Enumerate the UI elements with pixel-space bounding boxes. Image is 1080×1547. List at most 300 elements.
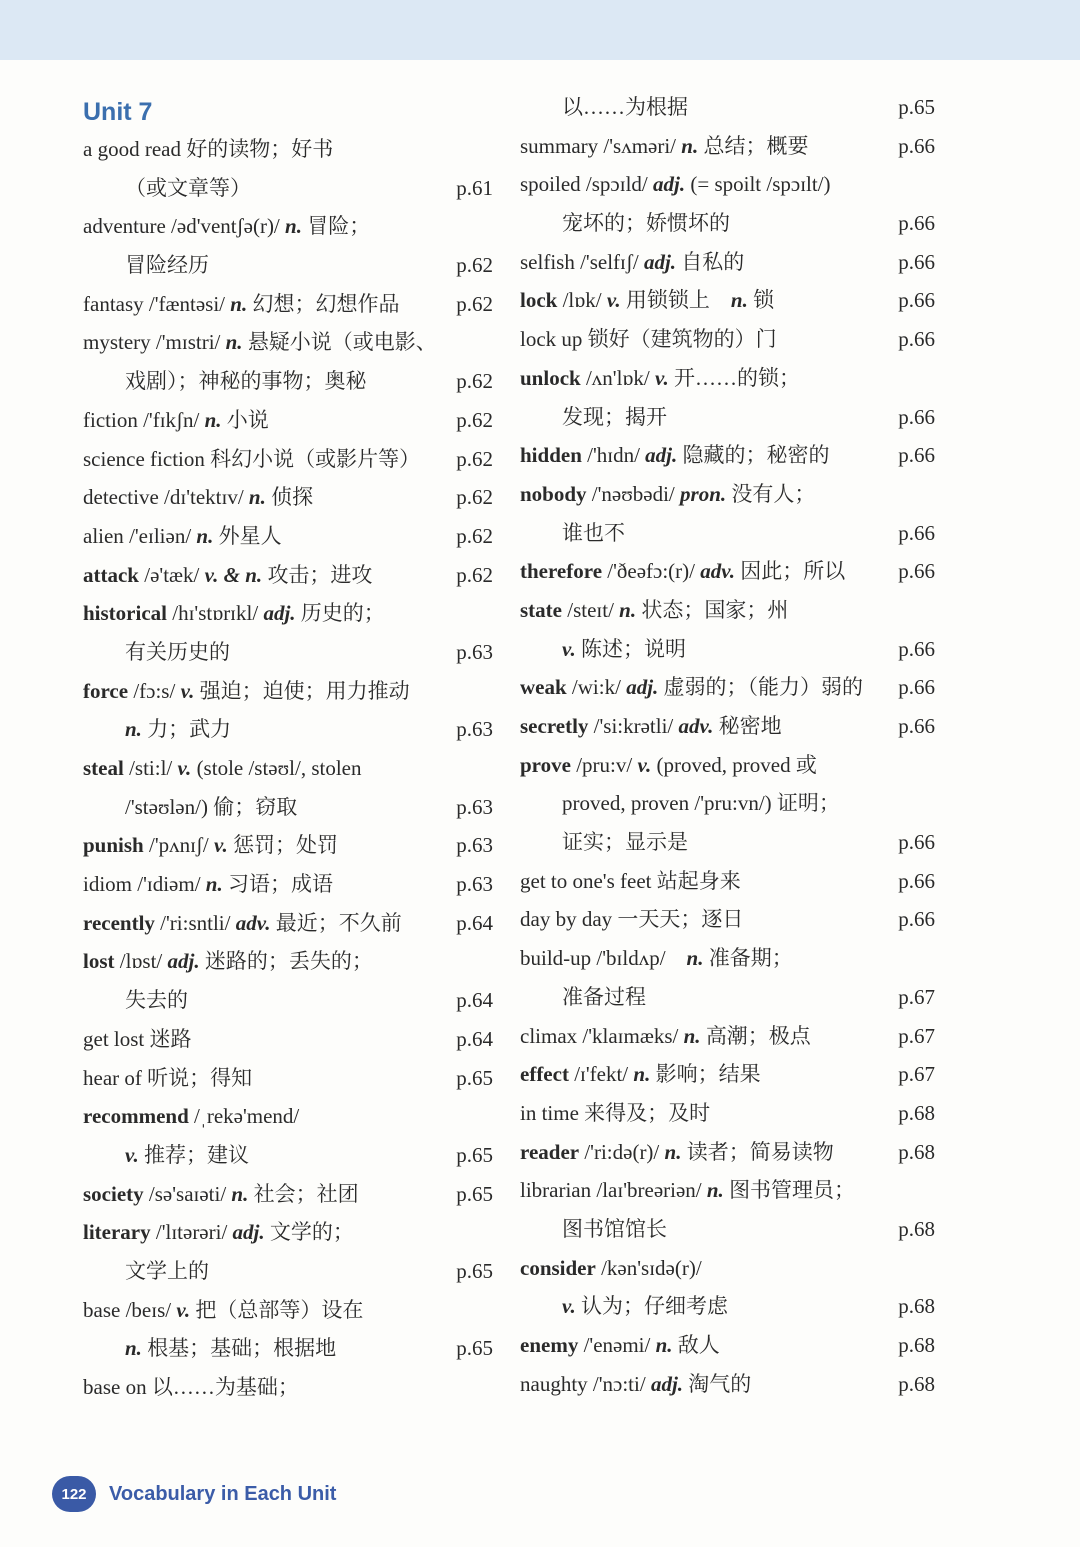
headword: fiction bbox=[83, 407, 138, 432]
vocab-entry-line bbox=[520, 630, 935, 669]
page-reference: p.62 bbox=[456, 446, 493, 471]
page-reference: p.68 bbox=[898, 1216, 935, 1241]
entry-text: 图书馆馆长 bbox=[562, 1216, 667, 1241]
entry-text: /'klaɪmæks/ bbox=[577, 1023, 684, 1048]
vocab-entry-line bbox=[83, 1059, 493, 1098]
vocab-entry-line bbox=[83, 1291, 493, 1330]
entry-text: /'hɪdn/ bbox=[581, 443, 646, 468]
headword: enemy bbox=[520, 1333, 579, 1357]
entry-text: 来得及；及时 bbox=[578, 1100, 711, 1125]
entry-text: 谁也不 bbox=[562, 520, 625, 545]
part-of-speech: adj. bbox=[643, 249, 677, 274]
entry-text: (stole /stəʊl/, stolen bbox=[191, 756, 362, 780]
headword: lost bbox=[83, 949, 115, 974]
page-reference: p.65 bbox=[456, 1065, 493, 1090]
part-of-speech: n. bbox=[683, 1023, 701, 1048]
vocab-entry-line bbox=[520, 204, 935, 243]
part-of-speech: v. bbox=[177, 756, 192, 780]
entry-text: 高潮；极点 bbox=[700, 1023, 811, 1048]
page-reference: p.68 bbox=[898, 1294, 935, 1319]
entry-text: /'selfɪʃ/ bbox=[574, 249, 644, 274]
part-of-speech: adj. bbox=[232, 1220, 265, 1245]
entry-text: 以……为根据 bbox=[562, 95, 688, 119]
page-reference: p.64 bbox=[456, 910, 493, 935]
vocab-entry-line bbox=[520, 1094, 935, 1133]
vocab-entry-line bbox=[520, 1326, 935, 1365]
entry-text: /'nɔ:ti/ bbox=[587, 1371, 651, 1396]
entry-text: 用锁锁上 bbox=[620, 288, 731, 313]
vocab-entry-line bbox=[83, 981, 493, 1020]
headword: adventure bbox=[83, 214, 166, 239]
vocab-column-left bbox=[83, 130, 493, 1407]
page-reference: p.65 bbox=[898, 95, 935, 119]
part-of-speech: n. bbox=[706, 1178, 724, 1203]
vocab-entry-line bbox=[520, 1017, 935, 1056]
page-reference: p.68 bbox=[898, 1139, 935, 1164]
entry-text: /lɒst/ bbox=[114, 949, 168, 974]
page-reference: p.67 bbox=[898, 1062, 935, 1087]
entry-text: /'si:krətli/ bbox=[588, 714, 679, 738]
entry-text: 小说 bbox=[221, 407, 269, 432]
part-of-speech: v. bbox=[176, 1297, 191, 1322]
vocab-entry-line bbox=[520, 939, 935, 978]
entry-text: /sə'saɪəti/ bbox=[143, 1181, 232, 1206]
page-reference: p.66 bbox=[898, 288, 935, 313]
entry-text: 幻想；幻想作品 bbox=[247, 291, 400, 316]
page-reference: p.66 bbox=[898, 520, 935, 545]
page-reference: p.65 bbox=[456, 1336, 493, 1361]
entry-text: /'ðeəfɔ:(r)/ bbox=[602, 559, 701, 584]
entry-text: /kən'sɪdə(r)/ bbox=[595, 1255, 702, 1280]
headword: a good read bbox=[83, 137, 181, 161]
entry-text: /ʌn'lɒk/ bbox=[580, 365, 655, 390]
part-of-speech: n. bbox=[125, 717, 142, 742]
entry-text: 秘密地 bbox=[713, 714, 782, 738]
headword: nobody bbox=[520, 481, 587, 506]
part-of-speech: n. bbox=[655, 1333, 673, 1357]
page-reference: p.66 bbox=[898, 211, 935, 236]
vocab-entry-line bbox=[520, 165, 935, 204]
page-reference: p.66 bbox=[898, 675, 935, 700]
entry-text: 文学上的 bbox=[125, 1258, 209, 1283]
page-reference: p.63 bbox=[456, 872, 493, 897]
part-of-speech: v. bbox=[180, 678, 195, 703]
entry-text: 听说；得知 bbox=[141, 1065, 253, 1090]
entry-text: 认为；仔细考虑 bbox=[575, 1294, 729, 1319]
headword: detective bbox=[83, 485, 159, 510]
vocab-entry-line bbox=[83, 246, 493, 285]
headword: summary bbox=[520, 133, 599, 158]
entry-text: 把（总部等）设在 bbox=[190, 1297, 364, 1322]
entry-text: 习语；成语 bbox=[222, 872, 333, 897]
entry-text: 推荐；建议 bbox=[138, 1142, 250, 1167]
entry-text: /'enəmi/ bbox=[578, 1333, 656, 1357]
part-of-speech: v. bbox=[125, 1142, 139, 1167]
part-of-speech: v. & n. bbox=[204, 562, 263, 587]
entry-text: 好的读物；好书 bbox=[180, 137, 334, 161]
part-of-speech: n. bbox=[686, 946, 704, 971]
vocab-entry-line bbox=[83, 207, 493, 246]
page-reference: p.66 bbox=[898, 868, 935, 893]
entry-text: /spɔɪld/ bbox=[580, 172, 654, 197]
part-of-speech: adj. bbox=[263, 601, 296, 626]
headword: secretly bbox=[520, 714, 589, 738]
entry-text: (proved, proved 或 bbox=[651, 752, 817, 777]
part-of-speech: v. bbox=[562, 1294, 576, 1319]
entry-text: 发现；揭开 bbox=[562, 404, 667, 429]
headword: lock bbox=[520, 288, 558, 313]
page-reference: p.63 bbox=[456, 794, 493, 819]
entry-text: 准备期； bbox=[703, 946, 793, 971]
vocab-entry-line bbox=[520, 1210, 935, 1249]
part-of-speech: adv. bbox=[678, 714, 714, 738]
entry-text: 证实；显示是 bbox=[562, 830, 688, 855]
entry-text: /'ri:sntli/ bbox=[154, 910, 236, 935]
entry-text: 陈述；说明 bbox=[575, 636, 687, 661]
entry-text: proved, proven /'pru:vn/) 证明； bbox=[562, 791, 840, 816]
headword: get to one's feet bbox=[520, 868, 652, 893]
entry-text: /'nəʊbədi/ bbox=[586, 481, 681, 506]
page-reference: p.64 bbox=[456, 1026, 493, 1051]
entry-text: /hɪ'stɒrɪkl/ bbox=[167, 601, 264, 626]
entry-text: /ə'tæk/ bbox=[139, 562, 205, 587]
part-of-speech: v. bbox=[637, 752, 652, 777]
headword: hear of bbox=[83, 1065, 142, 1090]
vocab-entry-line bbox=[83, 1368, 493, 1407]
entry-text: 站起身来 bbox=[651, 868, 741, 893]
page-reference: p.66 bbox=[898, 907, 935, 932]
page-reference: p.66 bbox=[898, 559, 935, 584]
headword: consider bbox=[520, 1255, 596, 1280]
vocab-entry-line bbox=[83, 362, 493, 401]
headword: lock up bbox=[520, 327, 583, 352]
headword: literary bbox=[83, 1220, 151, 1245]
entry-text: 总结；概要 bbox=[698, 133, 809, 158]
entry-text: /ɪ'fekt/ bbox=[568, 1062, 634, 1087]
part-of-speech: n. bbox=[205, 872, 223, 897]
entry-text: /ˌrekə'mend/ bbox=[188, 1104, 300, 1129]
headword: society bbox=[83, 1181, 144, 1206]
headword: alien bbox=[83, 523, 124, 548]
vocab-entry-line bbox=[520, 1133, 935, 1172]
page-reference: p.66 bbox=[898, 133, 935, 158]
vocab-entry-line bbox=[520, 281, 935, 320]
entry-text: /wi:k/ bbox=[566, 675, 627, 700]
vocab-entry-line bbox=[520, 1171, 935, 1210]
entry-text: 淘气的 bbox=[683, 1371, 752, 1396]
entry-text: 冒险； bbox=[301, 214, 371, 239]
entry-text: 因此；所以 bbox=[735, 559, 846, 584]
vocab-entry-line bbox=[83, 130, 493, 169]
entry-text: 侦探 bbox=[265, 485, 314, 510]
page-reference: p.61 bbox=[456, 175, 493, 200]
vocab-entry-line bbox=[520, 436, 935, 475]
entry-text: 宠坏的；娇惯坏的 bbox=[562, 211, 730, 236]
entry-text: 锁好（建筑物的）门 bbox=[582, 327, 777, 352]
page-reference: p.67 bbox=[898, 1023, 935, 1048]
page-reference: p.62 bbox=[456, 485, 493, 510]
headword: force bbox=[83, 678, 129, 703]
entry-text: 隐藏的；秘密的 bbox=[677, 443, 830, 468]
vocab-entry-line bbox=[520, 862, 935, 901]
headword: climax bbox=[520, 1023, 578, 1048]
entry-text: 开……的锁； bbox=[668, 365, 801, 390]
entry-text: /'fɪkʃn/ bbox=[137, 407, 205, 432]
vocab-entry-line bbox=[83, 556, 493, 595]
vocab-entry-line bbox=[83, 672, 493, 711]
headword: recently bbox=[83, 910, 155, 935]
entry-text: /'ɪdiəm/ bbox=[132, 872, 206, 897]
page-reference: p.62 bbox=[456, 523, 493, 548]
part-of-speech: n. bbox=[664, 1139, 682, 1164]
part-of-speech: v. bbox=[214, 833, 228, 858]
vocab-entry-line bbox=[83, 1329, 493, 1368]
vocab-entry-line bbox=[520, 1055, 935, 1094]
vocab-entry-line bbox=[520, 668, 935, 707]
entry-text: /'mɪstri/ bbox=[150, 330, 226, 355]
entry-text: /steɪt/ bbox=[561, 597, 620, 622]
entry-text: /'pʌnɪʃ/ bbox=[143, 833, 215, 858]
part-of-speech: adj. bbox=[626, 675, 659, 700]
vocab-entry-line bbox=[520, 1249, 935, 1288]
vocab-entry-line bbox=[83, 1252, 493, 1291]
vocab-entry-line bbox=[520, 1365, 935, 1404]
top-banner bbox=[0, 0, 1080, 60]
entry-text: /'ri:də(r)/ bbox=[579, 1139, 665, 1164]
vocab-entry-line bbox=[83, 517, 493, 556]
page-reference: p.62 bbox=[456, 407, 493, 432]
headword: build-up bbox=[520, 946, 592, 971]
part-of-speech: v. bbox=[606, 288, 621, 313]
vocab-entry-line bbox=[520, 784, 935, 823]
vocab-entry-line bbox=[520, 88, 935, 127]
entry-text: 最近；不久前 bbox=[270, 910, 402, 935]
headword: steal bbox=[83, 756, 124, 780]
entry-text: (= spoilt /spɔɪlt/) bbox=[685, 172, 831, 197]
page-reference: p.65 bbox=[456, 1258, 493, 1283]
entry-text: 强迫；迫使；用力推动 bbox=[194, 678, 410, 703]
vocab-entry-line bbox=[83, 285, 493, 324]
page-reference: p.66 bbox=[898, 327, 935, 352]
vocab-entry-line bbox=[83, 865, 493, 904]
vocab-entry-line bbox=[520, 591, 935, 630]
part-of-speech: n. bbox=[681, 133, 699, 158]
entry-text: 攻击；进攻 bbox=[262, 562, 373, 587]
vocab-entry-line bbox=[83, 942, 493, 981]
vocab-entry-line bbox=[520, 746, 935, 785]
headword: prove bbox=[520, 752, 571, 777]
headword: base on bbox=[83, 1375, 147, 1399]
headword: get lost bbox=[83, 1026, 145, 1051]
part-of-speech: adj. bbox=[645, 443, 678, 468]
entry-text: 状态；国家；州 bbox=[636, 597, 789, 622]
entry-text: /pru:v/ bbox=[570, 752, 638, 777]
entry-text: /'stəʊlən/) 偷；窃取 bbox=[125, 794, 298, 819]
vocab-column-right bbox=[520, 88, 935, 1403]
part-of-speech: n. bbox=[230, 291, 248, 316]
headword: idiom bbox=[83, 872, 133, 897]
entry-text: 读者；简易读物 bbox=[681, 1139, 834, 1164]
vocab-entry-line bbox=[83, 1213, 493, 1252]
page-reference: p.65 bbox=[456, 1181, 493, 1206]
vocab-entry-line bbox=[520, 552, 935, 591]
entry-text: /'eɪliən/ bbox=[123, 523, 197, 548]
headword: naughty bbox=[520, 1371, 588, 1396]
part-of-speech: n. bbox=[204, 407, 222, 432]
part-of-speech: adj. bbox=[650, 1371, 684, 1396]
part-of-speech: n. bbox=[248, 485, 266, 510]
headword: effect bbox=[520, 1062, 569, 1087]
vocab-entry-line bbox=[83, 594, 493, 633]
part-of-speech: n. bbox=[196, 523, 214, 548]
entry-text: 以……为基础； bbox=[146, 1375, 299, 1399]
entry-text: /'sʌməri/ bbox=[598, 133, 682, 158]
vocab-entry-line bbox=[520, 127, 935, 166]
vocab-entry-line bbox=[520, 1287, 935, 1326]
part-of-speech: n. bbox=[730, 288, 748, 313]
page-reference: p.63 bbox=[456, 833, 493, 858]
part-of-speech: adj. bbox=[167, 949, 200, 974]
vocab-entry-line bbox=[83, 788, 493, 827]
entry-text: /'lɪtərəri/ bbox=[150, 1220, 233, 1245]
part-of-speech: n. bbox=[285, 214, 302, 239]
vocab-entry-line bbox=[83, 1020, 493, 1059]
headword: base bbox=[83, 1297, 121, 1322]
headword: punish bbox=[83, 833, 144, 858]
page-reference: p.64 bbox=[456, 988, 493, 1013]
headword: science fiction bbox=[83, 446, 205, 471]
vocab-entry-line bbox=[83, 749, 493, 788]
page-reference: p.68 bbox=[898, 1371, 935, 1396]
vocab-entry-line bbox=[520, 398, 935, 437]
entry-text: 准备过程 bbox=[562, 984, 646, 1009]
entry-text: /fɔ:s/ bbox=[128, 678, 181, 703]
vocab-entry-line bbox=[520, 320, 935, 359]
page-reference: p.62 bbox=[456, 562, 493, 587]
vocab-entry-line bbox=[83, 401, 493, 440]
entry-text: 一天天；逐日 bbox=[612, 907, 744, 932]
entry-text: 科幻小说（或影片等） bbox=[204, 446, 421, 471]
vocab-entry-line bbox=[83, 169, 493, 208]
entry-text: /laɪ'breəriən/ bbox=[591, 1178, 707, 1203]
entry-text: 虚弱的；（能力）弱的 bbox=[658, 675, 864, 700]
entry-text: /'fæntəsi/ bbox=[143, 291, 231, 316]
page-reference: p.66 bbox=[898, 714, 935, 738]
entry-text: 根基；基础；根据地 bbox=[141, 1336, 337, 1361]
headword: therefore bbox=[520, 559, 603, 584]
entry-text: 迷路的；丢失的； bbox=[199, 949, 373, 974]
entry-text: 外星人 bbox=[213, 523, 282, 548]
entry-text: /lɒk/ bbox=[557, 288, 607, 313]
headword: librarian bbox=[520, 1178, 592, 1203]
part-of-speech: adv. bbox=[235, 910, 271, 935]
vocab-entry-line bbox=[83, 710, 493, 749]
part-of-speech: n. bbox=[225, 330, 243, 355]
vocab-entry-line bbox=[83, 478, 493, 517]
page-reference: p.68 bbox=[898, 1333, 935, 1357]
headword: recommend bbox=[83, 1104, 189, 1129]
entry-text: 自私的 bbox=[676, 249, 745, 274]
part-of-speech: n. bbox=[633, 1062, 651, 1087]
headword: day by day bbox=[520, 907, 613, 932]
vocab-entry-line bbox=[520, 514, 935, 553]
entry-text: 社会；社团 bbox=[248, 1181, 359, 1206]
page-number-badge: 122 bbox=[52, 1476, 96, 1512]
entry-text: 迷路 bbox=[144, 1026, 192, 1051]
vocab-entry-line bbox=[520, 707, 935, 746]
entry-text: 图书管理员； bbox=[723, 1178, 856, 1203]
page-reference: p.62 bbox=[456, 369, 493, 394]
page-reference: p.66 bbox=[898, 404, 935, 429]
vocab-entry-line bbox=[520, 359, 935, 398]
vocab-entry-line bbox=[83, 826, 493, 865]
part-of-speech: n. bbox=[125, 1336, 142, 1361]
entry-text: 冒险经历 bbox=[125, 253, 209, 278]
entry-text: 影响；结果 bbox=[650, 1062, 761, 1087]
vocab-entry-line bbox=[520, 823, 935, 862]
entry-text: /beɪs/ bbox=[120, 1297, 177, 1322]
entry-text: 敌人 bbox=[672, 1333, 720, 1357]
headword: fantasy bbox=[83, 291, 144, 316]
part-of-speech: v. bbox=[562, 636, 576, 661]
entry-text: 文学的； bbox=[264, 1220, 354, 1245]
headword: unlock bbox=[520, 365, 581, 390]
vocab-entry-line bbox=[83, 904, 493, 943]
headword: in time bbox=[520, 1100, 579, 1125]
entry-text: 历史的； bbox=[295, 601, 385, 626]
page-reference: p.62 bbox=[456, 253, 493, 278]
part-of-speech: v. bbox=[654, 365, 669, 390]
headword: mystery bbox=[83, 330, 151, 355]
headword: state bbox=[520, 597, 562, 622]
entry-text: /əd'ventʃə(r)/ bbox=[165, 214, 286, 239]
vocab-entry-line bbox=[83, 1136, 493, 1175]
entry-text: 悬疑小说（或电影、 bbox=[242, 330, 437, 355]
page-reference: p.65 bbox=[456, 1142, 493, 1167]
vocab-entry-line bbox=[83, 440, 493, 479]
vocab-entry-line bbox=[83, 1175, 493, 1214]
headword: weak bbox=[520, 675, 567, 700]
entry-text: 惩罚；处罚 bbox=[227, 833, 339, 858]
part-of-speech: n. bbox=[231, 1181, 249, 1206]
vocab-entry-line bbox=[83, 323, 493, 362]
vocab-entry-line bbox=[520, 243, 935, 282]
headword: attack bbox=[83, 562, 139, 587]
part-of-speech: adj. bbox=[653, 172, 686, 197]
footer-title: Vocabulary in Each Unit bbox=[109, 1482, 337, 1505]
part-of-speech: n. bbox=[619, 597, 637, 622]
page-reference: p.68 bbox=[898, 1100, 935, 1125]
vocab-entry-line bbox=[520, 475, 935, 514]
entry-text: /dɪ'tektɪv/ bbox=[158, 485, 249, 510]
entry-text: /sti:l/ bbox=[123, 756, 178, 780]
unit-title: Unit 7 bbox=[83, 98, 153, 126]
page-reference: p.66 bbox=[898, 830, 935, 855]
entry-text: 戏剧）；神秘的事物；奥秘 bbox=[125, 369, 367, 394]
headword: hidden bbox=[520, 443, 582, 468]
vocab-entry-line bbox=[83, 1097, 493, 1136]
entry-text: （或文章等） bbox=[125, 175, 251, 200]
page-reference: p.63 bbox=[456, 717, 493, 742]
headword: historical bbox=[83, 601, 167, 626]
page-reference: p.66 bbox=[898, 249, 935, 274]
headword: spoiled bbox=[520, 172, 581, 197]
headword: reader bbox=[520, 1139, 580, 1164]
page-reference: p.67 bbox=[898, 984, 935, 1009]
page-reference: p.66 bbox=[898, 636, 935, 661]
entry-text: /'bɪldʌp/ bbox=[591, 946, 687, 971]
entry-text: 锁 bbox=[747, 288, 775, 313]
